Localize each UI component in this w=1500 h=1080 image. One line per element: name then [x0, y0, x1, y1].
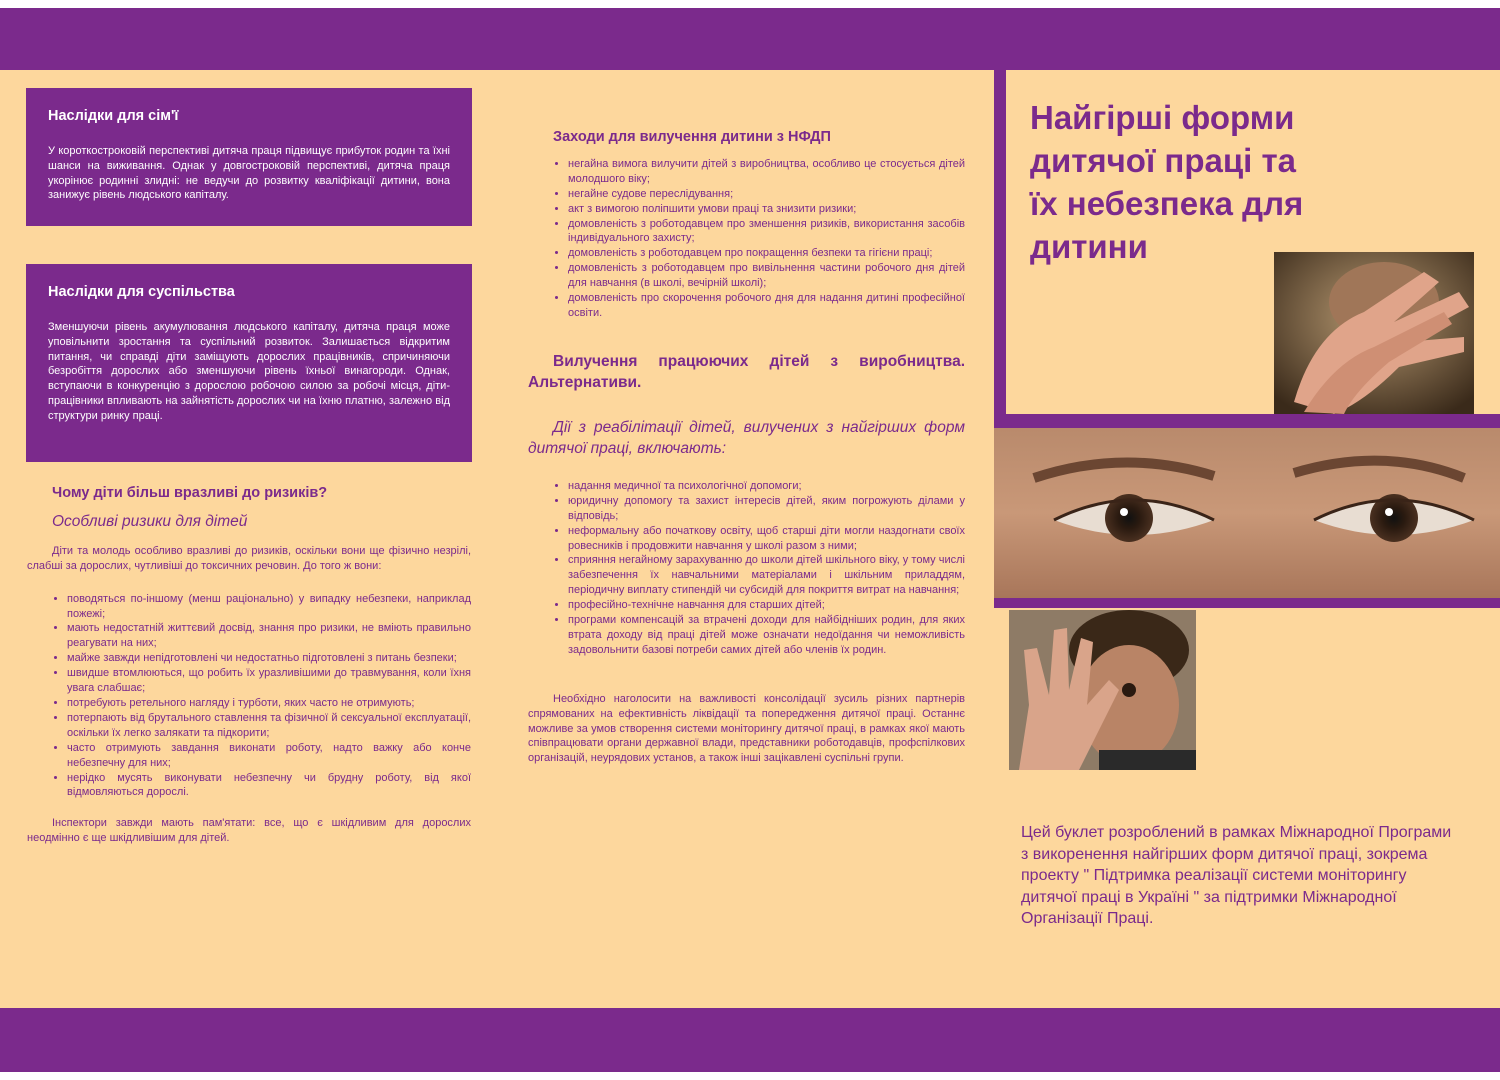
list-item: • нерідко мусять виконувати небезпечну чи брудну роботу, від якої відмовляються дорослі. [67, 771, 471, 801]
middle-section [528, 130, 965, 766]
list-item: • акт з вимогою поліпшити умови праці та знизити ризики; [568, 202, 965, 217]
inspectors-note: Інспектори завжди мають пам'ятати: все, що є шкідливим для дорослих неодмінно є ще шкідливішим для дітей. [27, 817, 471, 845]
list-item: • професійно-технічне навчання для старших дітей; [568, 598, 965, 613]
risks-intro: Діти та молодь особливо вразливі до ризиків, оскільки вони ще фізично незрілі, слабші за дорослих, чутливіші до токсичних речовин. До того ж вони: [27, 544, 471, 572]
list-item: • поводяться по-іншому (менш раціонально) у випадку небезпеки, наприклад пожежі; [67, 592, 471, 622]
child-hand-photo [1009, 610, 1196, 770]
list-item: • часто отримують завдання виконати роботу, надто важку або конче небезпечну для них; [67, 741, 471, 771]
list-item: • негайна вимога вилучити дітей з виробництва, особливо це стосується дітей молодшого віку; [568, 157, 965, 187]
list-item: • мають недостатній життєвий досвід, знання про ризики, не вміють правильно реагувати на них; [67, 621, 471, 651]
rehabilitation-list [528, 479, 965, 658]
list-item: • негайне судове переслідування; [568, 187, 965, 202]
hands-photo [1274, 252, 1474, 414]
list-item: • майже завжди непідготовлені чи недостатньо підготовлені з питань безпеки; [67, 651, 471, 666]
top-band [0, 8, 1500, 70]
list-item: • сприяння негайному зарахуванню до школи дітей шкільного віку, у тому числі забезпечення їх навчальними матеріалами і шкільним приладдям, періодичну виплату стипендій чи субсидій для покриття витрат на навчання; [568, 553, 965, 598]
society-consequences-box [26, 264, 472, 462]
removal-measures-heading: Заходи для вилучення дитини з НФДП [553, 129, 831, 145]
list-item: • потерпають від брутального ставлення та фізичної й сексуальної експлуатації, оскільки їх легко залякати та підкорити; [67, 711, 471, 741]
society-consequences-title: Наслідки для суспільства [48, 284, 235, 300]
family-consequences-title: Наслідки для сім'ї [48, 108, 179, 124]
list-item: • юридичну допомогу та захист інтересів дітей, яким погрожують ділами у відповідь; [568, 494, 965, 524]
child-hand-photo-image [1009, 610, 1196, 770]
risks-heading: Чому діти більш вразливі до ризиків? [52, 485, 328, 501]
risks-subheading: Особливі ризики для дітей [52, 512, 248, 530]
list-item: • надання медичної та психологічної допомоги; [568, 479, 965, 494]
closing-paragraph: Необхідно наголосити на важливості консолідації зусиль різних партнерів спрямованих на ефективність ліквідації та попередження дитячої праці. Останнє можливе за умов створення системи моніторингу дитячої праці, в рамках якої мають співпрацювати органи державної влади, представники роботодавців, профспілкових організацій, неурядових установ, а також інші зацікавлені суспільні групи. [528, 692, 965, 765]
list-item: • неформальну або початкову освіту, щоб старші діти могли наздогнати своїх ровесників і продовжити навчання у школі разом з ними; [568, 524, 965, 554]
hands-photo-image [1274, 252, 1474, 414]
list-item: • домовленість з роботодавцем про вивільнення частини робочого дня дітей для навчання (в школі, вечірній школі); [568, 261, 965, 291]
risks-section [27, 486, 471, 846]
rehabilitation-heading: Дії з реабілітації дітей, вилучених з найгірших форм дитячої праці, включають: [528, 418, 965, 457]
family-consequences-text: У короткостроковій перспективі дитяча праця підвищує прибуток родин та їхні шанси на виживання. Однак у довгостроковій перспективі, дитяча праця укорінює родинні злидні: не ведучи до розвитку кваліфікації дитини, вона занижує рівень людського капіталу. [48, 145, 450, 202]
list-item: • домовленість з роботодавцем про зменшення ризиків, використання засобів індивідуального захисту; [568, 217, 965, 247]
list-item: • потребують ретельного нагляду і турботи, яких часто не отримують; [67, 696, 471, 711]
family-consequences-box [26, 88, 472, 226]
eyes-photo [994, 428, 1500, 598]
eyes-photo-image [994, 428, 1500, 598]
list-item: • швидше втомлюються, що робить їх уразливішими до травмування, коли їхня увага слабшає; [67, 666, 471, 696]
list-item: • програми компенсацій за втрачені доходи для найбідніших родин, для яких втрата доходу від праці дітей може означати недоїдання чи неможливість задовольнити базові потреби самих дітей або членів їх родин. [568, 613, 965, 658]
risks-list [27, 592, 471, 801]
booklet-caption: Цей буклет розроблений в рамках Міжнародної Програми з викоренення найгірших форм дитячої праці, зокрема проекту " Підтримка реалізації системи моніторингу дитячої праці в Україні " за підтримки Міжнародної Організації Праці. [1021, 824, 1452, 927]
bottom-band [0, 1008, 1500, 1072]
removal-measures-list [528, 157, 965, 321]
alternatives-heading: Вилучення працюючих дітей з виробництва. Альтернативи. [528, 352, 965, 391]
list-item: • домовленість про скорочення робочого дня для надання дитині професійної освіти. [568, 291, 965, 321]
list-item: • домовленість з роботодавцем про покращення безпеки та гігієни праці; [568, 246, 965, 261]
society-consequences-text: Зменшуючи рівень акумулювання людського капіталу, дитяча праця може уповільнити зростання та суспільний розвиток. Залишається відкритим питання, чи справді діти заміщують дорослих працівників, спричиняючи безробіття дорослих або зменшуючи рівень їхньої винагороди. Однак, вступаючи в конкуренцію з дорослою робочою силою за робочі місця, діти-працівники впливають на зайнятість дорослих чи на їхню платню, залежно від структури ринку праці. [48, 321, 450, 422]
booklet-title: Найгірші форми дитячої праці та їх небезпека для дитини [1030, 99, 1304, 265]
